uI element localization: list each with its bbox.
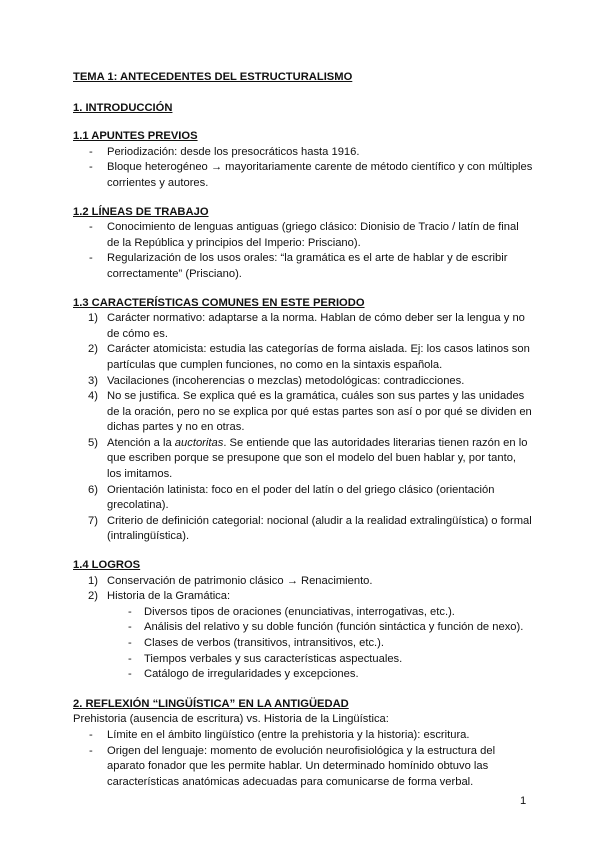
list-item: 7) Criterio de definición categorial: nocional (aludir a la realidad extralingüística) o formal (intralingüística). (88, 514, 532, 543)
sublist-historia-gramatica (73, 605, 533, 683)
heading-logros: 1.4 LOGROS (73, 559, 141, 572)
list-item: - Tiempos verbales y sus características aspectuales. (128, 652, 403, 665)
list-item: - Catálogo de irregularidades y excepciones. (128, 668, 359, 681)
heading-reflexion-linguistica: 2. REFLEXIÓN “LINGÜÍSTICA” EN LA ANTIGÜEDAD (73, 697, 349, 710)
section-caracteristicas (73, 296, 533, 546)
heading-caracteristicas: 1.3 CARACTERÍSTICAS COMUNES EN ESTE PERIODO (73, 296, 365, 309)
section-apuntes-previos (73, 129, 533, 191)
list-item: - Bloque heterogéneo → mayoritariamente carente de método científico y con múltiples corrientes y autores. (89, 161, 533, 189)
list-item: 5) Atención a la auctoritas. Se entiende que las autoridades literarias tienen razón en lo que escriben porque se presupone que son el modelo del buen hablar y, por tanto, los imitamos. (88, 436, 528, 481)
page-number: 1 (520, 795, 527, 807)
list-caracteristicas (73, 311, 533, 545)
list-item: - Análisis del relativo y su doble función (función sintáctica y función de nexo). (128, 621, 524, 634)
list-item: - Conocimiento de lenguas antiguas (griego clásico: Dionisio de Tracio / latín de final de la República y principios del Imperio: Prisciano). (89, 221, 519, 249)
paragraph-prehistoria: Prehistoria (ausencia de escritura) vs. Historia de la Lingüística: (73, 713, 389, 726)
list-item: 1) Conservación de patrimonio clásico → Renacimiento. (88, 574, 373, 587)
list-item: - Regularización de los usos orales: “la gramática es el arte de hablar y de escribir correctamente” (Prisciano). (89, 252, 508, 280)
list-item: - Límite en el ámbito lingüístico (entre la prehistoria y la historia): escritura. (89, 728, 470, 741)
list-logros (73, 574, 533, 605)
document-title: TEMA 1: ANTECEDENTES DEL ESTRUCTURALISMO (73, 71, 353, 83)
auctoritas-term: auctoritas (174, 436, 224, 449)
list-reflexion (73, 728, 533, 790)
list-item: 4) No se justifica. Se explica qué es la gramática, cuáles son sus partes y las unidades de la oración, pero no se explica por qué estas partes son así o por qué se dividen en dichas partes y no en otras. (88, 390, 532, 434)
heading-apuntes-previos: 1.1 APUNTES PREVIOS (73, 130, 198, 143)
list-lineas-de-trabajo (73, 220, 533, 282)
list-item: 3) Vacilaciones (incoherencias o mezclas) metodológicas: contradicciones. (88, 374, 465, 387)
section-reflexion-linguistica (73, 697, 533, 791)
section-lineas-de-trabajo (73, 205, 533, 283)
heading-introduccion: 1. INTRODUCCIÓN (73, 101, 173, 114)
heading-lineas-de-trabajo: 1.2 LÍNEAS DE TRABAJO (73, 205, 209, 218)
section-logros (73, 558, 533, 683)
list-item: 6) Orientación latinista: foco en el poder del latín o del griego clásico (orientación grecolatina). (88, 483, 495, 512)
list-item: - Clases de verbos (transitivos, intransitivos, etc.). (128, 637, 384, 649)
list-apuntes-previos (73, 145, 533, 192)
document-page (73, 70, 533, 790)
list-item: 1) Carácter normativo: adaptarse a la norma. Hablan de cómo deber ser la lengua y no de cómo es. (88, 312, 525, 340)
list-item: 2) Carácter atomicista: estudia las categorías de forma aislada. Ej: los casos latinos son partículas que cumplen funciones, no como en la sintaxis española. (88, 343, 530, 371)
list-item: 2) Historia de la Gramática: (88, 590, 231, 603)
list-item: - Diversos tipos de oraciones (enunciativas, interrogativas, etc.). (128, 605, 455, 618)
list-item: - Periodización: desde los presocráticos hasta 1916. (89, 145, 360, 158)
list-item: - Origen del lenguaje: momento de evolución neurofisiológica y la estructura del aparato fonador que les permite hablar. Un determinado homínido obtuvo las características anatómicas adecuadas para comunicarse de forma verbal. (89, 744, 496, 788)
